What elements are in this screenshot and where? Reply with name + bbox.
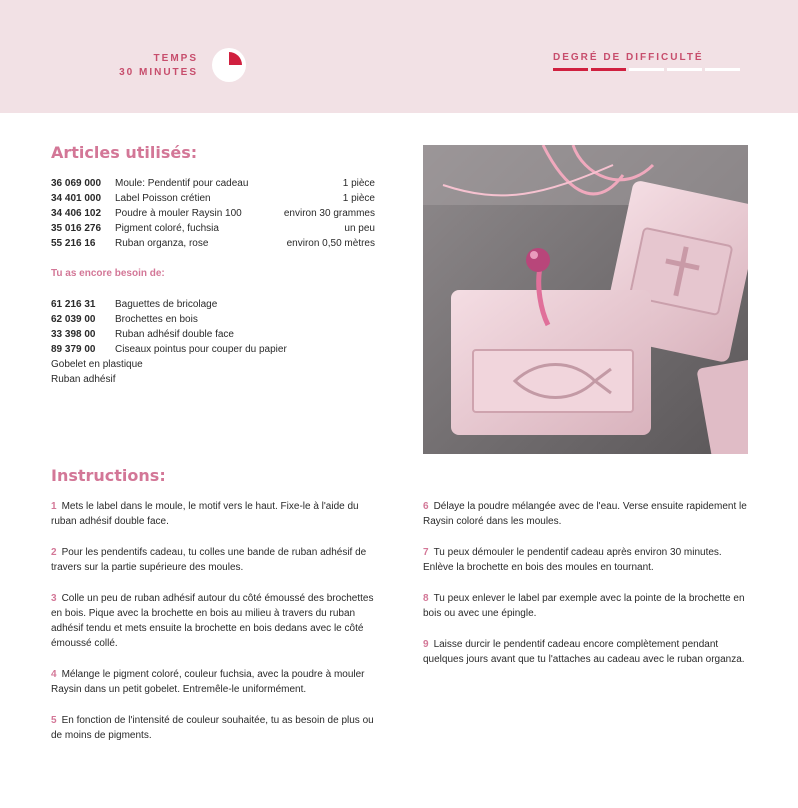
time-value: 30 MINUTES — [119, 67, 198, 78]
needed-desc: Baguettes de bricolage — [115, 299, 218, 310]
step-text: Colle un peu de ruban adhésif autour du côté émoussé des brochettes en bois. Pique avec la brochette en bois au milieu à travers du ruban adhésif tendu et mets ensuite la brochette en bois dedans avec le côté émoussé collé. — [51, 593, 374, 649]
needed-code: 33 398 00 — [51, 329, 96, 340]
product-photo — [423, 145, 748, 454]
article-qty: environ 0,50 mètres — [286, 238, 375, 249]
articles-title: Articles utilisés: — [51, 143, 198, 162]
instruction-step — [51, 667, 375, 697]
step-text: Pour les pendentifs cadeau, tu colles une bande de ruban adhésif de travers sur la partie supérieure des moules. — [51, 547, 367, 573]
step-text: Laisse durcir le pendentif cadeau encore complètement pendant quelques jours avant que tu l'attaches au cadeau avec le ruban organza. — [423, 639, 745, 665]
article-code: 34 401 000 — [51, 193, 102, 204]
article-row — [51, 236, 375, 251]
instructions-title: Instructions: — [51, 466, 166, 485]
header-band — [0, 0, 798, 113]
clock-icon — [212, 48, 246, 82]
step-text: En fonction de l'intensité de couleur souhaitée, tu as besoin de plus ou de moins de pigments. — [51, 715, 374, 741]
article-row — [51, 221, 375, 236]
article-desc: Pigment coloré, fuchsia — [115, 223, 219, 234]
step-text: Délaye la poudre mélangée avec de l'eau. Verse ensuite rapidement le Raysin coloré dans les moules. — [423, 501, 747, 527]
instruction-step — [423, 499, 747, 529]
needed-row — [51, 297, 375, 312]
article-desc: Label Poisson crétien — [115, 193, 211, 204]
needed-desc: Ruban adhésif double face — [115, 329, 234, 340]
step-number: 9 — [423, 639, 429, 650]
step-text: Tu peux démouler le pendentif cadeau après environ 30 minutes. Enlève la brochette en bois des moules en tournant. — [423, 547, 722, 573]
instruction-step — [51, 545, 375, 575]
instruction-step — [423, 545, 747, 575]
article-row — [51, 176, 375, 191]
article-qty: 1 pièce — [342, 178, 375, 189]
difficulty-bar — [667, 68, 702, 71]
instruction-step — [51, 499, 375, 529]
difficulty-label: DEGRÉ DE DIFFICULTÉ — [553, 52, 704, 63]
needed-extra: Ruban adhésif — [51, 374, 116, 385]
needed-code: 61 216 31 — [51, 299, 96, 310]
article-desc: Moule: Pendentif pour cadeau — [115, 178, 249, 189]
needed-title: Tu as encore besoin de: — [51, 268, 165, 279]
step-number: 4 — [51, 669, 57, 680]
needed-list — [51, 297, 375, 387]
needed-desc: Brochettes en bois — [115, 314, 198, 325]
step-number: 3 — [51, 593, 57, 604]
instructions-column-right — [423, 499, 747, 683]
article-code: 55 216 16 — [51, 238, 96, 249]
instructions-column-left — [51, 499, 375, 759]
needed-row — [51, 312, 375, 327]
time-label: TEMPS — [153, 53, 198, 64]
article-desc: Ruban organza, rose — [115, 238, 209, 249]
step-number: 8 — [423, 593, 429, 604]
step-number: 1 — [51, 501, 57, 512]
needed-code: 62 039 00 — [51, 314, 96, 325]
needed-row — [51, 327, 375, 342]
needed-code: 89 379 00 — [51, 344, 96, 355]
step-text: Mélange le pigment coloré, couleur fuchsia, avec la poudre à mouler Raysin dans un petit gobelet. Entremêle-le uniformément. — [51, 669, 365, 695]
instruction-step — [51, 591, 375, 651]
step-number: 7 — [423, 547, 429, 558]
articles-list — [51, 176, 375, 251]
time-info — [90, 52, 198, 80]
step-text: Tu peux enlever le label par exemple avec la pointe de la brochette en bois ou avec une épingle. — [423, 593, 745, 619]
instruction-step — [423, 637, 747, 667]
article-row — [51, 206, 375, 221]
step-text: Mets le label dans le moule, le motif vers le haut. Fixe-le à l'aide du ruban adhésif double face. — [51, 501, 359, 527]
article-qty: environ 30 grammes — [283, 208, 375, 219]
article-desc: Poudre à mouler Raysin 100 — [115, 208, 242, 219]
step-number: 6 — [423, 501, 429, 512]
difficulty-bar — [553, 68, 588, 71]
article-code: 35 016 276 — [51, 223, 102, 234]
article-code: 36 069 000 — [51, 178, 102, 189]
difficulty-bar — [591, 68, 626, 71]
needed-extra: Gobelet en plastique — [51, 359, 143, 370]
difficulty-bar — [705, 68, 740, 71]
needed-row — [51, 342, 375, 357]
instruction-step — [51, 713, 375, 743]
step-number: 2 — [51, 547, 57, 558]
article-qty: 1 pièce — [342, 193, 375, 204]
needed-desc: Ciseaux pointus pour couper du papier — [115, 344, 287, 355]
difficulty-meter — [553, 68, 740, 71]
article-code: 34 406 102 — [51, 208, 102, 219]
instruction-step — [423, 591, 747, 621]
difficulty-bar — [629, 68, 664, 71]
article-row — [51, 191, 375, 206]
article-qty: un peu — [344, 223, 375, 234]
step-number: 5 — [51, 715, 57, 726]
